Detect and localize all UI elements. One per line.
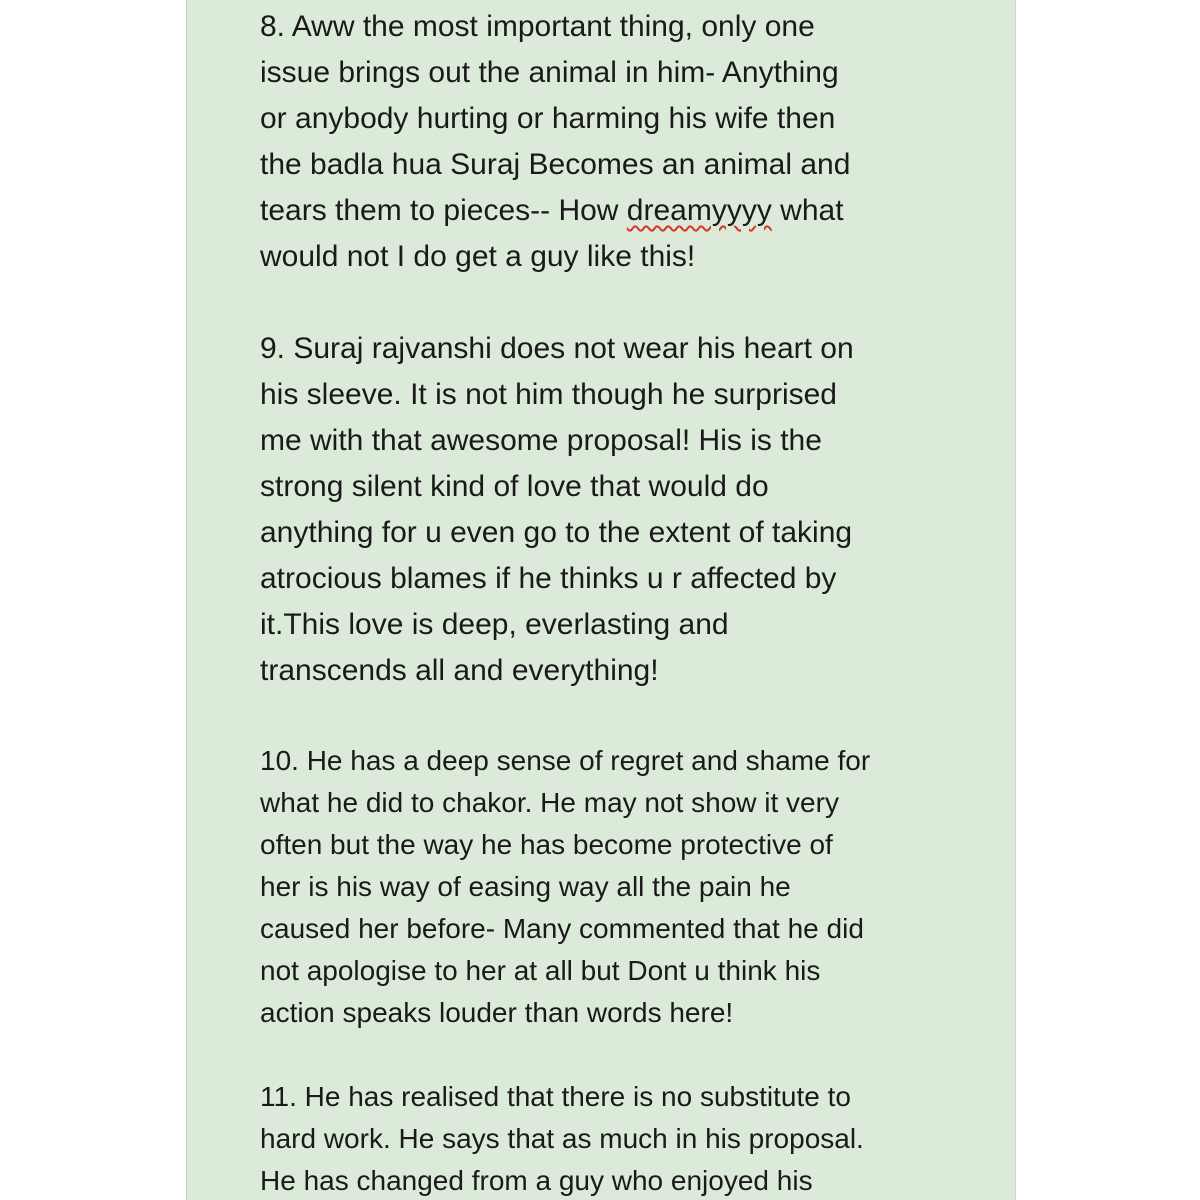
item9-line: his sleeve. It is not him though he surprised — [260, 378, 837, 411]
item8-line: issue brings out the animal in him- Anything — [260, 56, 839, 89]
paragraph-gap — [260, 1034, 960, 1076]
item8-line5-end: what — [771, 194, 844, 227]
item11-line: 11. He has realised that there is no substitute to — [260, 1081, 851, 1112]
item9-line: 9. Suraj rajvanshi does not wear his heart on — [260, 332, 854, 365]
right-margin — [1016, 0, 1200, 1200]
list-item-11 — [260, 1076, 960, 1200]
item10-line: 10. He has a deep sense of regret and shame for — [260, 745, 871, 776]
item9-line: it.This love is deep, everlasting and — [260, 608, 729, 641]
item10-line: often but the way he has become protective of — [260, 829, 833, 860]
list-item-9 — [260, 326, 960, 694]
paragraph-gap — [260, 694, 960, 740]
item9-line: atrocious blames if he thinks u r affected by — [260, 562, 837, 595]
paragraph-gap — [260, 280, 960, 326]
item8-line: would not I do get a guy like this! — [260, 240, 696, 273]
item9-line: me with that awesome proposal! His is the — [260, 424, 822, 457]
item11-line: He has changed from a guy who enjoyed his — [260, 1165, 813, 1196]
item10-line: caused her before- Many commented that he did — [260, 913, 864, 944]
list-item-8 — [260, 4, 960, 280]
item10-line: what he did to chakor. He may not show it very — [260, 787, 839, 818]
item8-line — [260, 188, 960, 234]
item10-line: not apologise to her at all but Dont u think his — [260, 955, 821, 986]
item9-line: transcends all and everything! — [260, 654, 659, 687]
item8-line: or anybody hurting or harming his wife then — [260, 102, 836, 135]
list-item-10 — [260, 740, 960, 1034]
item10-line: her is his way of easing way all the pain he — [260, 871, 791, 902]
item8-line: 8. Aww the most important thing, only one — [260, 10, 815, 43]
left-margin — [0, 0, 186, 1200]
item11-line: hard work. He says that as much in his proposal. — [260, 1123, 864, 1154]
item10-line: action speaks louder than words here! — [260, 997, 734, 1028]
document-panel[interactable] — [186, 0, 1016, 1200]
misspelled-word[interactable]: dreamyyyy — [626, 194, 772, 227]
item9-line: anything for u even go to the extent of taking — [260, 516, 853, 549]
item9-line: strong silent kind of love that would do — [260, 470, 769, 503]
item8-line5-start: tears them to pieces-- How — [260, 194, 627, 227]
item8-line: the badla hua Suraj Becomes an animal and — [260, 148, 851, 181]
document-text[interactable] — [260, 0, 960, 1200]
